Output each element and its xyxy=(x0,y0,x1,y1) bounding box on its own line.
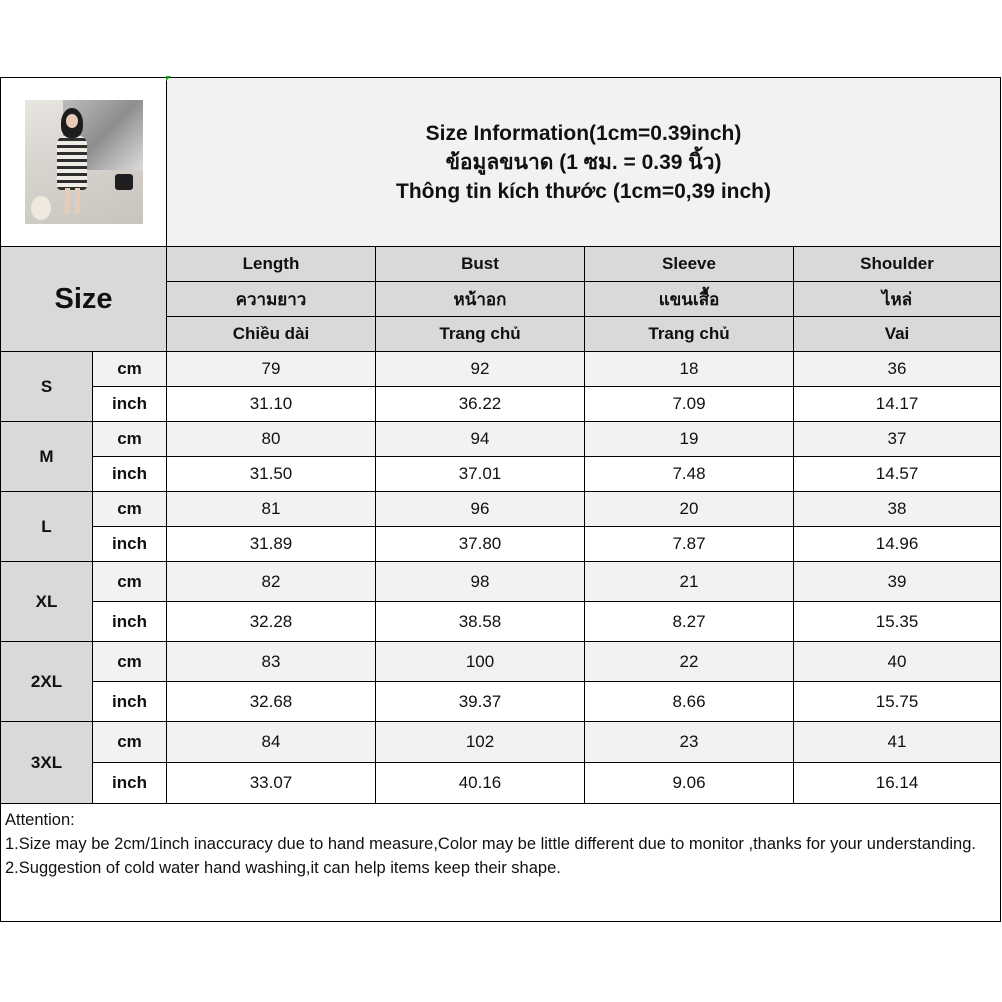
cell-xl-bust-cm: 98 xyxy=(376,562,585,602)
col-header-sleeve-en: Sleeve xyxy=(585,247,794,282)
cell-2xl-bust-inch: 39.37 xyxy=(376,682,585,722)
cell-m-length-inch: 31.50 xyxy=(167,457,376,492)
cell-m-sleeve-cm: 19 xyxy=(585,422,794,457)
cell-l-shoulder-inch: 14.96 xyxy=(794,527,1001,562)
cell-l-bust-cm: 96 xyxy=(376,492,585,527)
col-header-shoulder-th: ไหล่ xyxy=(794,282,1001,317)
cell-xl-sleeve-cm: 21 xyxy=(585,562,794,602)
cell-3xl-bust-inch: 40.16 xyxy=(376,763,585,804)
cell-2xl-bust-cm: 100 xyxy=(376,642,585,682)
col-header-bust-en: Bust xyxy=(376,247,585,282)
cell-xl-length-cm: 82 xyxy=(167,562,376,602)
size-label-3xl: 3XL xyxy=(1,722,93,804)
cell-2xl-sleeve-inch: 8.66 xyxy=(585,682,794,722)
product-photo xyxy=(25,100,143,224)
size-label-2xl: 2XL xyxy=(1,642,93,722)
title-line-en: Size Information(1cm=0.39inch) xyxy=(425,121,742,145)
cell-3xl-shoulder-cm: 41 xyxy=(794,722,1001,763)
cell-3xl-sleeve-inch: 9.06 xyxy=(585,763,794,804)
cell-2xl-shoulder-inch: 15.75 xyxy=(794,682,1001,722)
cell-2xl-length-cm: 83 xyxy=(167,642,376,682)
cell-3xl-length-inch: 33.07 xyxy=(167,763,376,804)
unit-inch: inch xyxy=(93,763,167,804)
cell-l-length-inch: 31.89 xyxy=(167,527,376,562)
cell-l-shoulder-cm: 38 xyxy=(794,492,1001,527)
cell-m-bust-inch: 37.01 xyxy=(376,457,585,492)
cell-l-sleeve-inch: 7.87 xyxy=(585,527,794,562)
cell-m-bust-cm: 94 xyxy=(376,422,585,457)
col-header-bust-vi: Trang chủ xyxy=(376,317,585,352)
unit-cm: cm xyxy=(93,492,167,527)
col-header-shoulder-vi: Vai xyxy=(794,317,1001,352)
col-header-sleeve-th: แขนเสื้อ xyxy=(585,282,794,317)
unit-inch: inch xyxy=(93,387,167,422)
cell-s-shoulder-cm: 36 xyxy=(794,352,1001,387)
cell-s-bust-cm: 92 xyxy=(376,352,585,387)
unit-cm: cm xyxy=(93,422,167,457)
cell-s-sleeve-inch: 7.09 xyxy=(585,387,794,422)
unit-inch: inch xyxy=(93,682,167,722)
cell-xl-sleeve-inch: 8.27 xyxy=(585,602,794,642)
cell-xl-length-inch: 32.28 xyxy=(167,602,376,642)
cell-m-length-cm: 80 xyxy=(167,422,376,457)
col-header-bust-th: หน้าอก xyxy=(376,282,585,317)
cell-2xl-length-inch: 32.68 xyxy=(167,682,376,722)
cell-s-length-inch: 31.10 xyxy=(167,387,376,422)
size-header: Size xyxy=(1,247,167,352)
cell-xl-shoulder-inch: 15.35 xyxy=(794,602,1001,642)
cell-l-sleeve-cm: 20 xyxy=(585,492,794,527)
cell-s-shoulder-inch: 14.17 xyxy=(794,387,1001,422)
product-photo-cell xyxy=(1,78,167,247)
cell-3xl-length-cm: 84 xyxy=(167,722,376,763)
cell-3xl-bust-cm: 102 xyxy=(376,722,585,763)
size-label-l: L xyxy=(1,492,93,562)
title-line-vi: Thông tin kích thước (1cm=0,39 inch) xyxy=(396,179,771,203)
cell-3xl-sleeve-cm: 23 xyxy=(585,722,794,763)
unit-cm: cm xyxy=(93,562,167,602)
cell-l-length-cm: 81 xyxy=(167,492,376,527)
col-header-sleeve-vi: Trang chủ xyxy=(585,317,794,352)
unit-cm: cm xyxy=(93,722,167,763)
col-header-length-en: Length xyxy=(167,247,376,282)
title-line-th: ข้อมูลขนาด (1 ซม. = 0.39 นิ้ว) xyxy=(445,150,722,174)
unit-inch: inch xyxy=(93,527,167,562)
cell-m-sleeve-inch: 7.48 xyxy=(585,457,794,492)
unit-inch: inch xyxy=(93,602,167,642)
size-label-s: S xyxy=(1,352,93,422)
size-chart-table xyxy=(0,77,1001,922)
col-header-shoulder-en: Shoulder xyxy=(794,247,1001,282)
cell-s-bust-inch: 36.22 xyxy=(376,387,585,422)
cell-2xl-sleeve-cm: 22 xyxy=(585,642,794,682)
col-header-length-th: ความยาว xyxy=(167,282,376,317)
size-info-title xyxy=(167,78,1001,247)
size-label-m: M xyxy=(1,422,93,492)
cell-xl-shoulder-cm: 39 xyxy=(794,562,1001,602)
note-2: 2.Suggestion of cold water hand washing,it can help items keep their shape. xyxy=(5,859,561,877)
col-header-length-vi: Chiều dài xyxy=(167,317,376,352)
attention-notes xyxy=(1,804,1001,922)
cell-m-shoulder-inch: 14.57 xyxy=(794,457,1001,492)
cell-2xl-shoulder-cm: 40 xyxy=(794,642,1001,682)
cell-s-length-cm: 79 xyxy=(167,352,376,387)
cell-m-shoulder-cm: 37 xyxy=(794,422,1001,457)
cell-comment-marker xyxy=(166,76,171,81)
size-label-xl: XL xyxy=(1,562,93,642)
unit-inch: inch xyxy=(93,457,167,492)
cell-xl-bust-inch: 38.58 xyxy=(376,602,585,642)
cell-s-sleeve-cm: 18 xyxy=(585,352,794,387)
notes-heading: Attention: xyxy=(5,811,75,829)
unit-cm: cm xyxy=(93,352,167,387)
cell-l-bust-inch: 37.80 xyxy=(376,527,585,562)
note-1: 1.Size may be 2cm/1inch inaccuracy due to hand measure,Color may be little different due to monitor ,thanks for your understanding. xyxy=(5,835,976,853)
cell-3xl-shoulder-inch: 16.14 xyxy=(794,763,1001,804)
unit-cm: cm xyxy=(93,642,167,682)
